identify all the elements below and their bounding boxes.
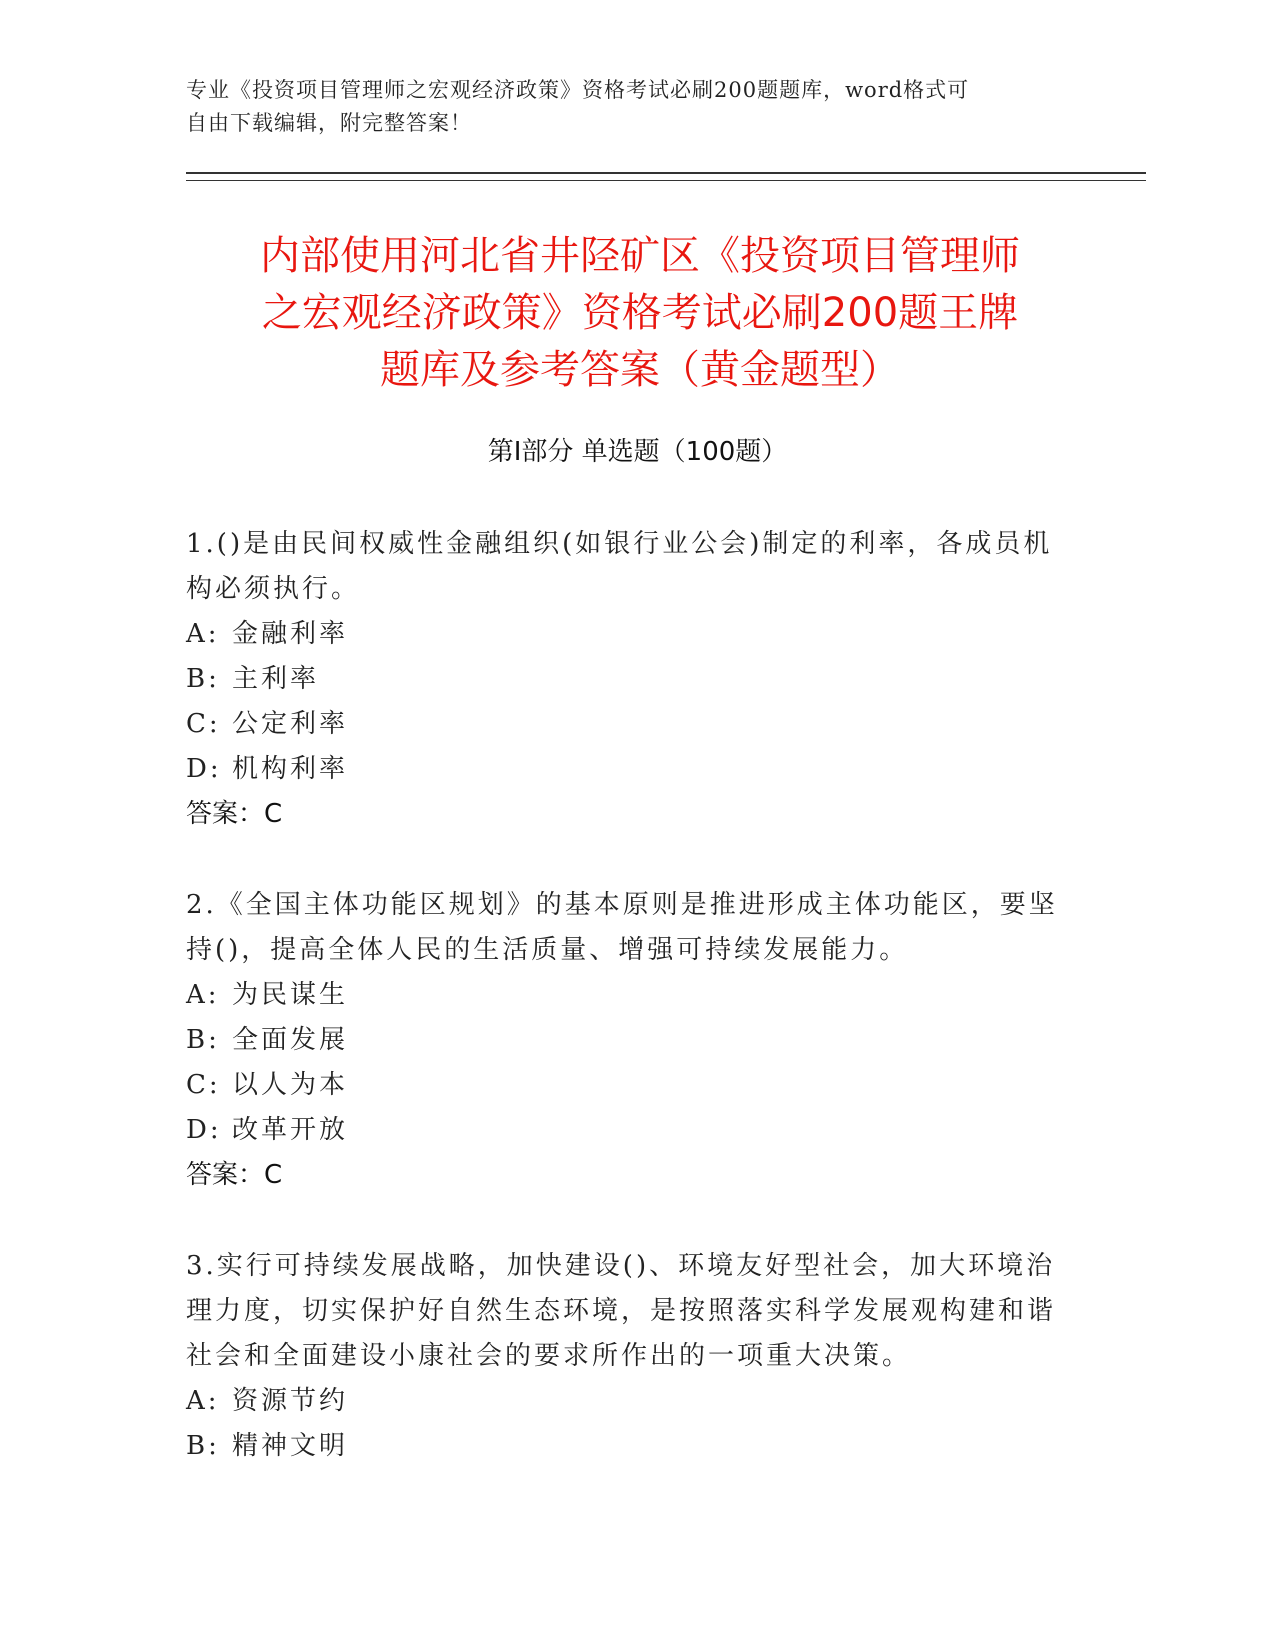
question-text: 1.()是由民间权威性金融组织(如银行业公会)制定的利率，各成员机	[186, 529, 1053, 559]
option-text: 机构利率	[232, 754, 349, 784]
document-title-line: 内部使用河北省井陉矿区《投资项目管理师	[260, 233, 1020, 279]
document-title-line: 之宏观经济政策》资格考试必刷200题王牌	[261, 290, 1019, 336]
answer-value: C	[264, 1160, 283, 1190]
question-text: 社会和全面建设小康社会的要求所作出的一项重大决策。	[186, 1341, 912, 1371]
option-letter: A:	[186, 1386, 220, 1416]
option-c	[186, 1063, 1066, 1108]
option-text: 为民谋生	[232, 980, 349, 1010]
question-text: 3.实行可持续发展战略，加快建设()、环境友好型社会，加大环境治	[186, 1251, 1056, 1281]
option-d	[186, 1108, 1066, 1153]
header-note-line: 专业《投资项目管理师之宏观经济政策》资格考试必刷200题题库，word格式可	[186, 78, 970, 102]
option-letter: D:	[186, 754, 222, 784]
answer-label: 答案：	[186, 1160, 265, 1190]
question-text: 持()，提高全体人民的生活质量、增强可持续发展能力。	[186, 935, 909, 965]
answer-line	[186, 792, 1066, 837]
answer-line	[186, 1153, 1066, 1198]
section-heading: 第I部分 单选题（100题）	[487, 437, 788, 467]
option-b	[186, 657, 1066, 702]
option-letter: D:	[186, 1115, 222, 1145]
option-text: 全面发展	[232, 1025, 349, 1055]
question-item	[186, 1244, 1066, 1469]
option-letter: B:	[186, 1431, 220, 1461]
option-a	[186, 612, 1066, 657]
option-text: 精神文明	[232, 1431, 349, 1461]
option-text: 主利率	[232, 664, 320, 694]
document-title-line: 题库及参考答案（黄金题型）	[380, 347, 900, 393]
document-title	[190, 228, 1090, 399]
header-note	[186, 74, 1066, 140]
option-letter: B:	[186, 1025, 220, 1055]
header-divider-thin	[186, 180, 1146, 181]
option-letter: A:	[186, 980, 220, 1010]
header-divider-thick	[186, 172, 1146, 174]
option-text: 金融利率	[232, 619, 349, 649]
question-item	[186, 522, 1066, 837]
option-a	[186, 1379, 1066, 1424]
option-text: 公定利率	[232, 709, 349, 739]
option-letter: B:	[186, 664, 220, 694]
question-item	[186, 883, 1066, 1198]
option-a	[186, 973, 1066, 1018]
question-list	[186, 522, 1066, 1515]
answer-value: C	[264, 799, 283, 829]
option-d	[186, 747, 1066, 792]
question-text: 理力度，切实保护好自然生态环境，是按照落实科学发展观构建和谐	[186, 1296, 1057, 1326]
option-b	[186, 1424, 1066, 1469]
option-letter: A:	[186, 619, 220, 649]
option-text: 资源节约	[232, 1386, 349, 1416]
option-text: 以人为本	[232, 1070, 349, 1100]
option-text: 改革开放	[232, 1115, 349, 1145]
header-note-line: 自由下载编辑，附完整答案！	[186, 111, 472, 135]
question-text: 2.《全国主体功能区规划》的基本原则是推进形成主体功能区，要坚	[186, 890, 1058, 920]
option-letter: C:	[186, 1070, 221, 1100]
option-b	[186, 1018, 1066, 1063]
option-letter: C:	[186, 709, 221, 739]
question-text: 构必须执行。	[186, 574, 361, 604]
answer-label: 答案：	[186, 799, 265, 829]
option-c	[186, 702, 1066, 747]
